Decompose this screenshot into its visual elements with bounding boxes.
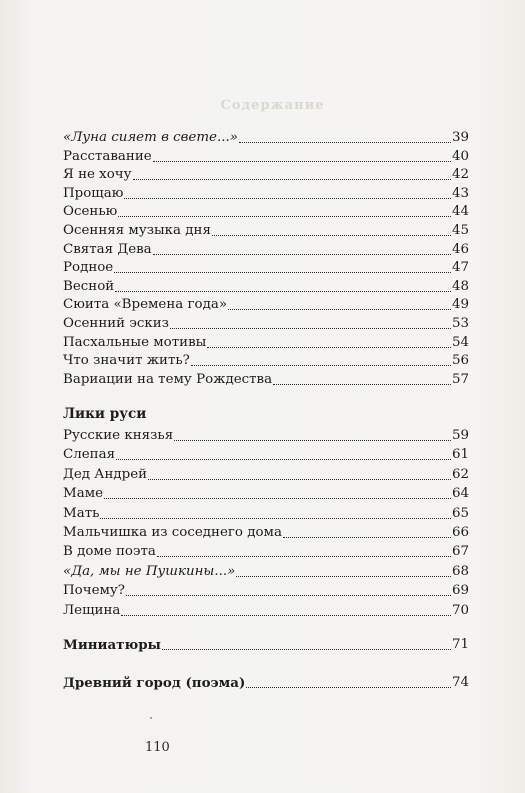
toc-entry	[63, 674, 469, 692]
toc-entry	[63, 636, 469, 654]
toc-entry-title: Древний город (поэма)	[63, 675, 246, 691]
toc-entry-title: Святая Дева	[63, 241, 152, 257]
toc-entry	[63, 524, 469, 542]
toc-entry	[63, 203, 469, 221]
toc-entry-title: Что значит жить?	[63, 353, 190, 369]
toc-entry-title: Я не хочу	[63, 167, 132, 183]
toc-entry-title: Русские князья	[63, 428, 174, 443]
toc-entry-title: Мальчишка из соседнего дома	[63, 525, 282, 540]
toc-entry-title: Дед Андрей	[63, 466, 148, 482]
toc-entry	[63, 563, 469, 581]
toc-dot-leader	[100, 517, 451, 519]
toc-entry-page: 54	[451, 334, 469, 350]
toc-dot-leader	[126, 594, 451, 596]
toc-entry-page: 44	[451, 204, 469, 220]
toc-entry-page: 59	[451, 428, 469, 443]
toc-dot-leader	[153, 160, 451, 162]
toc-entry-page: 45	[451, 223, 469, 238]
toc-entry-title: В доме поэта	[63, 544, 156, 560]
print-speck	[150, 717, 152, 719]
toc-entry	[63, 278, 469, 296]
toc-entry-title: Лещина	[63, 602, 121, 618]
toc-entry-page: 39	[451, 130, 469, 145]
toc-entry	[63, 352, 469, 370]
toc-entry	[63, 543, 469, 561]
toc-entry-page: 68	[451, 563, 469, 579]
toc-entry-page: 66	[451, 525, 469, 540]
toc-entry-page: 67	[451, 544, 469, 560]
section-heading: Лики руси	[63, 406, 147, 422]
toc-entry-page: 47	[451, 260, 469, 276]
toc-dot-leader	[174, 439, 451, 441]
toc-dot-leader	[115, 290, 451, 292]
toc-entry	[63, 315, 469, 333]
toc-dot-leader	[212, 234, 451, 236]
toc-dot-leader	[162, 648, 451, 650]
toc-dot-leader	[283, 536, 451, 538]
toc-entry-title: Сюита «Времена года»	[63, 297, 228, 313]
toc-dot-leader	[246, 686, 451, 688]
toc-entry-page: 70	[451, 602, 469, 618]
toc-entry	[63, 466, 469, 484]
toc-entry-title: Пасхальные мотивы	[63, 334, 207, 350]
toc-dot-leader	[157, 555, 451, 557]
toc-entry	[63, 129, 469, 147]
toc-entry	[63, 505, 469, 523]
toc-entry-title: Осенний эскиз	[63, 316, 169, 331]
toc-entry-title: Слепая	[63, 447, 116, 463]
toc-entry-page: 64	[451, 486, 469, 502]
toc-entry-title: Миниатюры	[63, 637, 161, 653]
toc-dot-leader	[124, 197, 451, 199]
toc-entry-title: Прощаю	[63, 185, 124, 201]
toc-entry	[63, 446, 469, 464]
toc-entry	[63, 166, 469, 184]
toc-entry-page: 69	[451, 583, 469, 599]
toc-dot-leader	[207, 346, 451, 348]
toc-entry-page: 61	[451, 447, 469, 463]
toc-dot-leader	[153, 253, 451, 255]
toc-entry	[63, 427, 469, 445]
toc-dot-leader	[118, 215, 451, 217]
toc-dot-leader	[104, 497, 451, 499]
toc-entry-page: 65	[451, 505, 469, 521]
bleed-through-heading: Содержание	[220, 98, 325, 113]
page-number: 110	[145, 740, 170, 755]
toc-entry	[63, 241, 469, 259]
toc-entry-title: Родное	[63, 260, 114, 276]
toc-entry-title: «Да, мы не Пушкины...»	[63, 563, 236, 579]
toc-entry-page: 74	[451, 675, 469, 690]
toc-entry	[63, 296, 469, 314]
toc-entry-page: 56	[451, 353, 469, 369]
toc-entry-page: 53	[451, 316, 469, 331]
toc-dot-leader	[239, 141, 451, 143]
toc-entry-page: 57	[451, 371, 469, 387]
toc-entry	[63, 185, 469, 203]
toc-entry-title: Расставание	[63, 148, 152, 164]
toc-entry-title: Весной	[63, 278, 115, 294]
toc-entry-title: «Луна сияет в свете...»	[63, 130, 238, 145]
toc-dot-leader	[236, 575, 451, 577]
toc-entry-page: 71	[451, 637, 469, 652]
toc-dot-leader	[191, 364, 451, 366]
toc-dot-leader	[133, 178, 451, 180]
toc-entry	[63, 485, 469, 503]
toc-entry-page: 43	[451, 185, 469, 201]
toc-entry-title: Вариации на тему Рождества	[63, 371, 273, 387]
toc-entry-page: 49	[451, 297, 469, 313]
toc-entry-title: Почему?	[63, 583, 125, 599]
toc-entry	[63, 371, 469, 389]
toc-entry-page: 42	[451, 167, 469, 183]
toc-entry-title: Осенью	[63, 204, 118, 220]
toc-dot-leader	[121, 614, 451, 616]
toc-entry	[63, 582, 469, 600]
toc-entry	[63, 334, 469, 352]
toc-entry-title: Осенняя музыка дня	[63, 223, 211, 238]
toc-entry	[63, 259, 469, 277]
toc-dot-leader	[170, 327, 451, 329]
toc-dot-leader	[114, 271, 451, 273]
toc-entry-page: 46	[451, 241, 469, 257]
toc-entry-title: Маме	[63, 486, 104, 502]
toc-dot-leader	[116, 458, 451, 460]
toc-entry-page: 40	[451, 148, 469, 164]
toc-entry	[63, 148, 469, 166]
toc-dot-leader	[273, 383, 451, 385]
toc-entry-title: Мать	[63, 505, 100, 521]
toc-entry-page: 62	[451, 466, 469, 482]
toc-dot-leader	[148, 478, 451, 480]
toc-entry	[63, 222, 469, 240]
toc-dot-leader	[228, 308, 451, 310]
toc-entry-page: 48	[451, 278, 469, 294]
toc-entry	[63, 602, 469, 620]
